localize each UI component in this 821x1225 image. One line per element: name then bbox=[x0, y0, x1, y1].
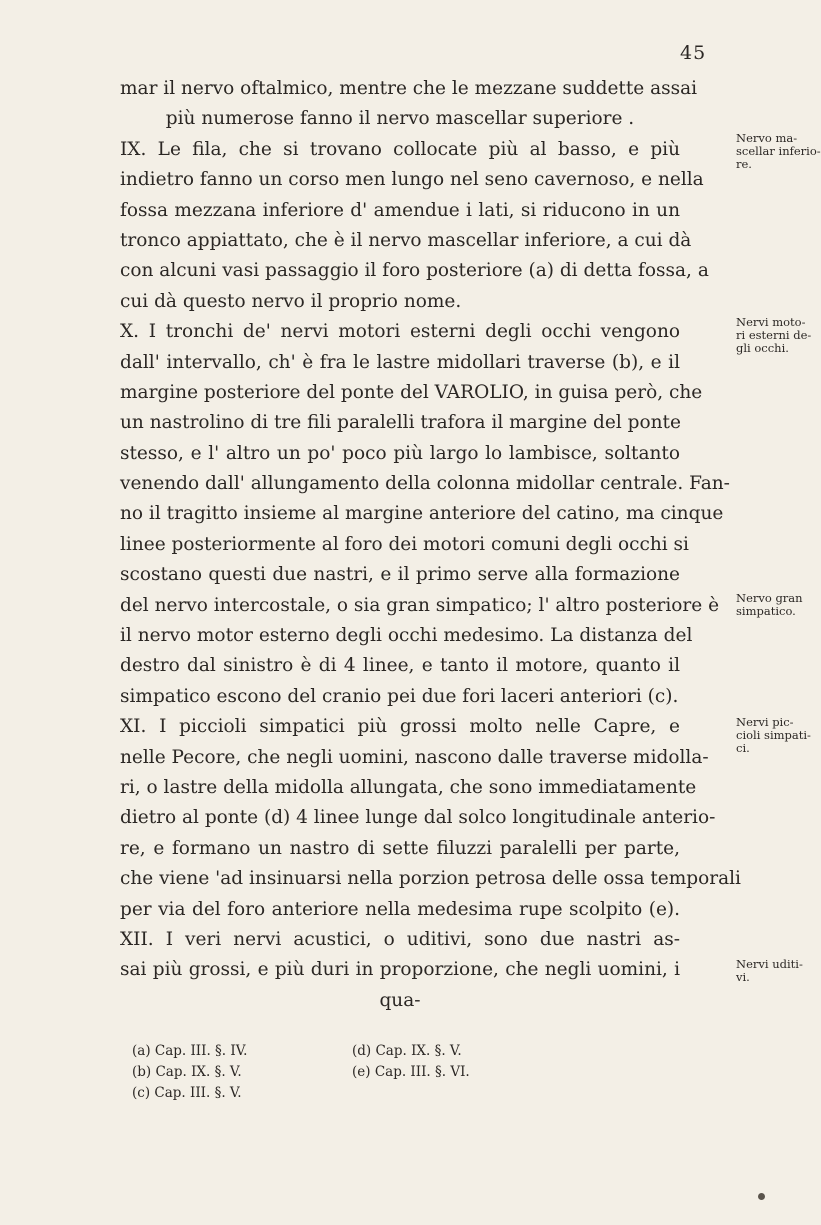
text-line: venendo dall' allungamento della colonna midollar centrale. Fan- bbox=[120, 473, 730, 495]
text-line: cui dà questo nervo il proprio nome. bbox=[120, 290, 462, 312]
footnote: (e) Cap. III. §. VI. bbox=[352, 1064, 470, 1080]
margin-note-line: ri esterni de- bbox=[736, 328, 812, 342]
text-line: re, e formano un nastro di sette filuzzi paralelli per parte, bbox=[120, 837, 680, 859]
text-line: indietro fanno un corso men lungo nel seno cavernoso, e nella bbox=[120, 169, 704, 191]
text-line: linee posteriormente al foro dei motori comuni degli occhi si bbox=[120, 533, 689, 555]
text-line: stesso, e l' altro un po' poco più largo lo lambisce, soltanto bbox=[120, 442, 680, 464]
margin-note bbox=[736, 957, 803, 984]
text-line: un nastrolino di tre fili paralelli trafora il margine del ponte bbox=[120, 412, 681, 434]
margin-note bbox=[736, 591, 803, 618]
text-line: X. I tronchi de' nervi motori esterni degli occhi vengono bbox=[120, 321, 680, 343]
text-line: il nervo motor esterno degli occhi medesimo. La distanza del bbox=[120, 625, 693, 647]
margin-note-line: Nervi pic- bbox=[736, 715, 794, 729]
margin-note-line: gli occhi. bbox=[736, 341, 789, 355]
text-line: XII. I veri nervi acustici, o uditivi, sono due nastri as- bbox=[120, 928, 680, 950]
footnote: (a) Cap. III. §. IV. bbox=[132, 1043, 248, 1059]
page-number: 45 bbox=[680, 42, 707, 64]
text-line: margine posteriore del ponte del VAROLIO, in guisa però, che bbox=[120, 381, 703, 403]
text-line: per via del foro anteriore nella medesima rupe scolpito (e). bbox=[120, 898, 680, 920]
margin-note-line: Nervi uditi- bbox=[736, 957, 803, 971]
text-line: IX. Le fila, che si trovano collocate più al basso, e più bbox=[120, 138, 680, 160]
margin-note-line: vi. bbox=[736, 970, 750, 984]
margin-note bbox=[736, 131, 821, 171]
footnotes bbox=[132, 1041, 652, 1104]
footnote: (b) Cap. IX. §. V. bbox=[132, 1064, 242, 1080]
text-line: no il tragitto insieme al margine anteriore del catino, ma cinque bbox=[120, 503, 724, 525]
text-line: tronco appiattato, che è il nervo mascellar inferiore, a cui dà bbox=[120, 229, 692, 251]
footnote: (c) Cap. III. §. V. bbox=[132, 1085, 242, 1101]
body-text bbox=[120, 74, 741, 1016]
margin-note-line: scellar inferio- bbox=[736, 144, 821, 158]
margin-note-line: Nervo ma- bbox=[736, 131, 798, 145]
text-line: scostano questi due nastri, e il primo serve alla formazione bbox=[120, 564, 680, 586]
text-line: ri, o lastre della midolla allungata, che sono immediatamente bbox=[120, 776, 697, 798]
text-line: fossa mezzana inferiore d' amendue i lati, si riducono in un bbox=[120, 199, 680, 221]
margin-note-line: simpatico. bbox=[736, 604, 796, 618]
text-line: dietro al ponte (d) 4 linee lunge dal solco longitudinale anterio- bbox=[120, 807, 716, 829]
text-line: XI. I piccioli simpatici più grossi molto nelle Capre, e bbox=[120, 716, 680, 738]
catchword: qua- bbox=[379, 989, 421, 1011]
text-line: destro dal sinistro è di 4 linee, e tanto il motore, quanto il bbox=[120, 655, 680, 677]
text-line: più numerose fanno il nervo mascellar superiore . bbox=[165, 108, 635, 130]
margin-note-line: Nervi moto- bbox=[736, 315, 806, 329]
margin-note-line: cioli simpati- bbox=[736, 728, 811, 742]
footnote: (d) Cap. IX. §. V. bbox=[352, 1043, 462, 1059]
margin-note bbox=[736, 315, 812, 355]
text-line: del nervo intercostale, o sia gran simpatico; l' altro posteriore è bbox=[120, 594, 720, 616]
text-line: mar il nervo oftalmico, mentre che le mezzane suddette assai bbox=[120, 78, 698, 99]
text-line: simpatico escono del cranio pei due fori laceri anteriori (c). bbox=[120, 685, 679, 707]
text-line: che viene 'ad insinuarsi nella porzion petrosa delle ossa temporali bbox=[120, 868, 741, 890]
margin-note bbox=[736, 715, 811, 755]
margin-note-line: ci. bbox=[736, 741, 750, 755]
ink-dot bbox=[758, 1193, 765, 1200]
text-line: sai più grossi, e più duri in proporzione, che negli uomini, i bbox=[120, 959, 680, 981]
text-line: dall' intervallo, ch' è fra le lastre midollari traverse (b), e il bbox=[120, 351, 680, 373]
text-line: nelle Pecore, che negli uomini, nascono dalle traverse midolla- bbox=[120, 746, 709, 768]
margin-note-line: re. bbox=[736, 157, 752, 171]
text-line: con alcuni vasi passaggio il foro posteriore (a) di detta fossa, a bbox=[120, 260, 709, 282]
margin-note-line: Nervo gran bbox=[736, 591, 803, 605]
